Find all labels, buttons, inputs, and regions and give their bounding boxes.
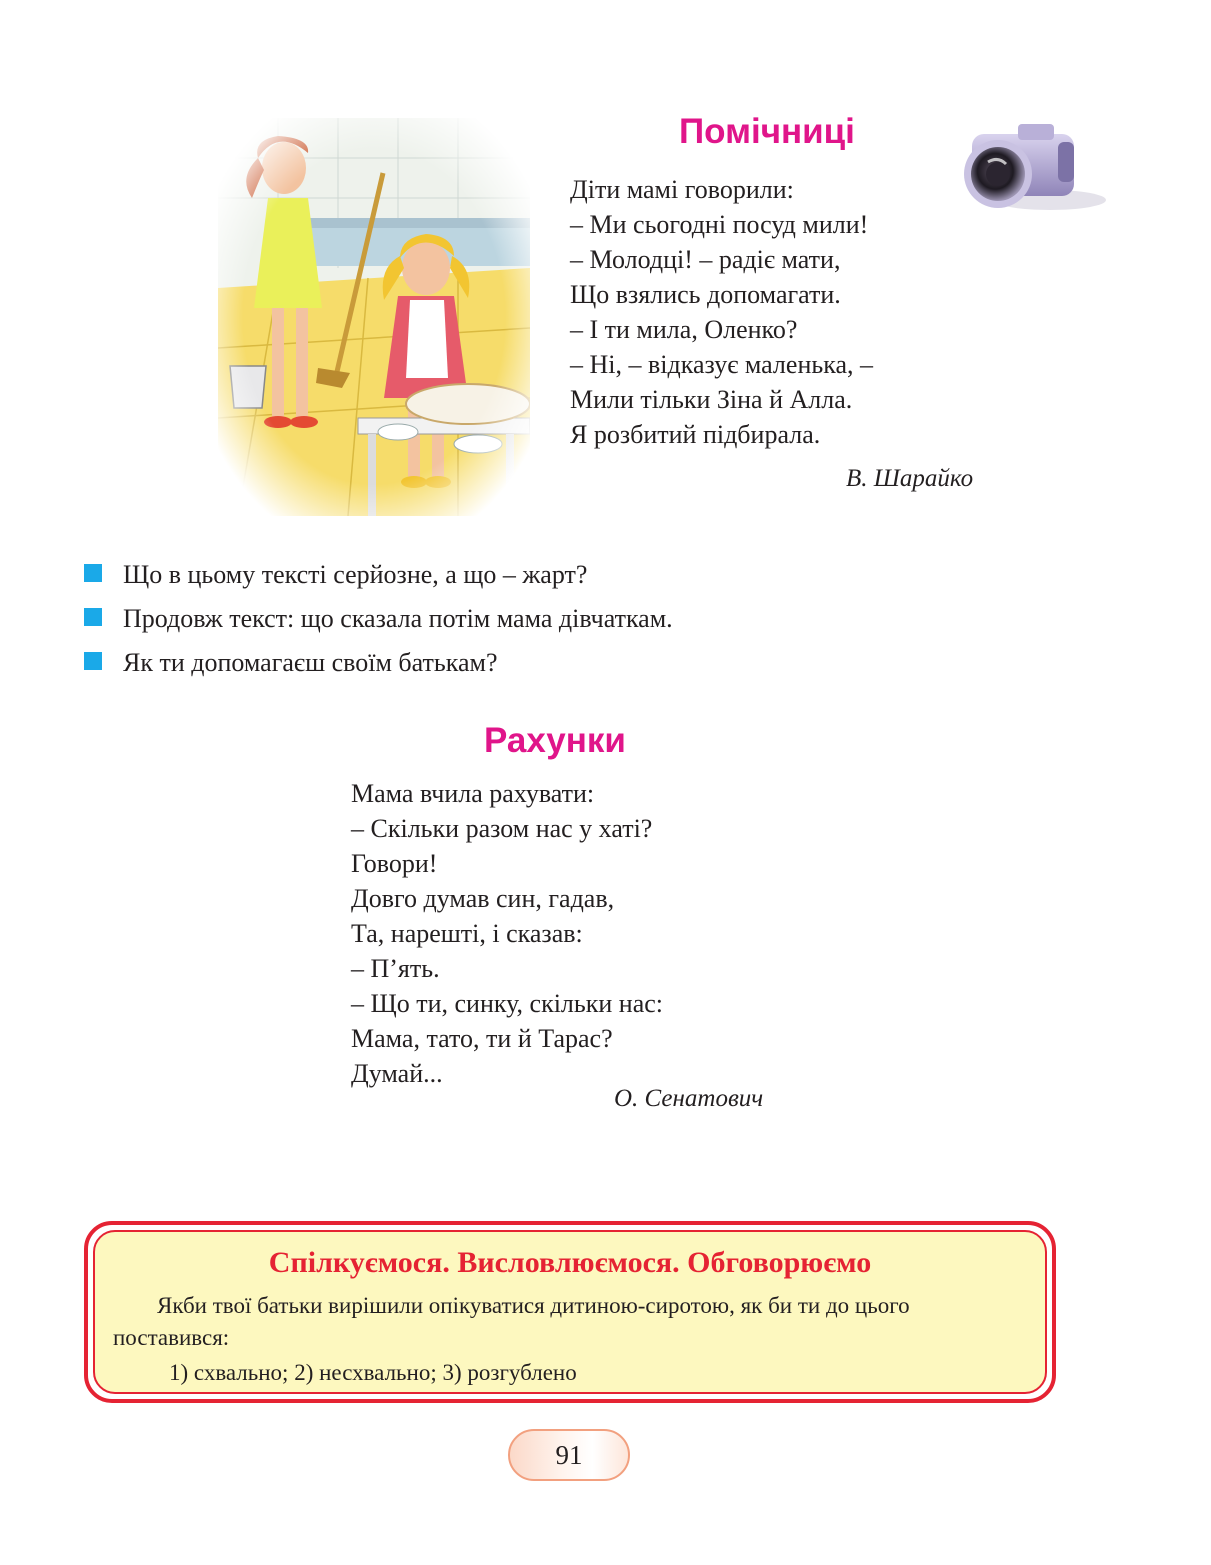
question-text: Що в цьому тексті серйозне, а що – жарт? [123, 560, 588, 589]
poem-line: – Молодці! – радіє мати, [570, 245, 841, 274]
poem-line: Діти мамі говорили: [570, 175, 794, 204]
discussion-text-line: поставився: [113, 1325, 230, 1350]
poem-line: – Що ти, синку, скільки нас: [351, 989, 664, 1018]
poem-line: – Ми сьогодні посуд мили! [570, 210, 869, 239]
poem-title: Рахунки [484, 721, 626, 760]
poem-line: Мама, тато, ти й Тарас? [351, 1024, 613, 1053]
discussion-text [113, 1290, 1043, 1354]
poem-line: Довго думав син, гадав, [351, 884, 615, 913]
discussion-text-line: Якби твої батьки вирішили опікуватися дитиною-сиротою, як би ти до цього [157, 1293, 910, 1318]
square-bullet-icon [84, 608, 102, 626]
question-text: Як ти допомагаєш своїм батькам? [123, 648, 498, 677]
poem-line: – П’ять. [351, 954, 440, 983]
page-number: 91 [508, 1429, 630, 1481]
poem-line: – І ти мила, Оленко? [570, 315, 798, 344]
poem-author: В. Шарайко [846, 465, 974, 492]
poem-author: О. Сенатович [614, 1085, 764, 1112]
poem-text [570, 172, 873, 452]
camera-icon [958, 112, 1110, 218]
poem-line: – Ні, – відказує маленька, – [570, 350, 873, 379]
question-list [84, 553, 673, 685]
poem-line: Мили тільки Зіна й Алла. [570, 385, 853, 414]
discussion-box-inner [93, 1230, 1047, 1394]
discussion-box [84, 1221, 1056, 1403]
square-bullet-icon [84, 564, 102, 582]
poem-line: – Скільки разом нас у хаті? [351, 814, 653, 843]
question-item [84, 641, 673, 685]
question-text: Продовж текст: що сказала потім мама дівчаткам. [123, 604, 673, 633]
poem-line: Та, нарешті, і сказав: [351, 919, 583, 948]
poem-line: Думай... [351, 1059, 443, 1088]
poem-line: Що взялись допомагати. [570, 280, 841, 309]
poem-line: Говори! [351, 849, 438, 878]
discussion-options: 1) схвально; 2) несхвально; 3) розгублено [169, 1360, 577, 1385]
question-item [84, 597, 673, 641]
discussion-title: Спілкуємося. Висловлюємося. Обговорюємо [268, 1246, 872, 1279]
poem-title: Помічниці [679, 112, 855, 151]
illustration-girls-helping [218, 118, 530, 516]
poem-line: Я розбитий підбирала. [570, 420, 821, 449]
square-bullet-icon [84, 652, 102, 670]
question-item [84, 553, 673, 597]
poem-text [351, 776, 663, 1091]
poem-line: Мама вчила рахувати: [351, 779, 595, 808]
